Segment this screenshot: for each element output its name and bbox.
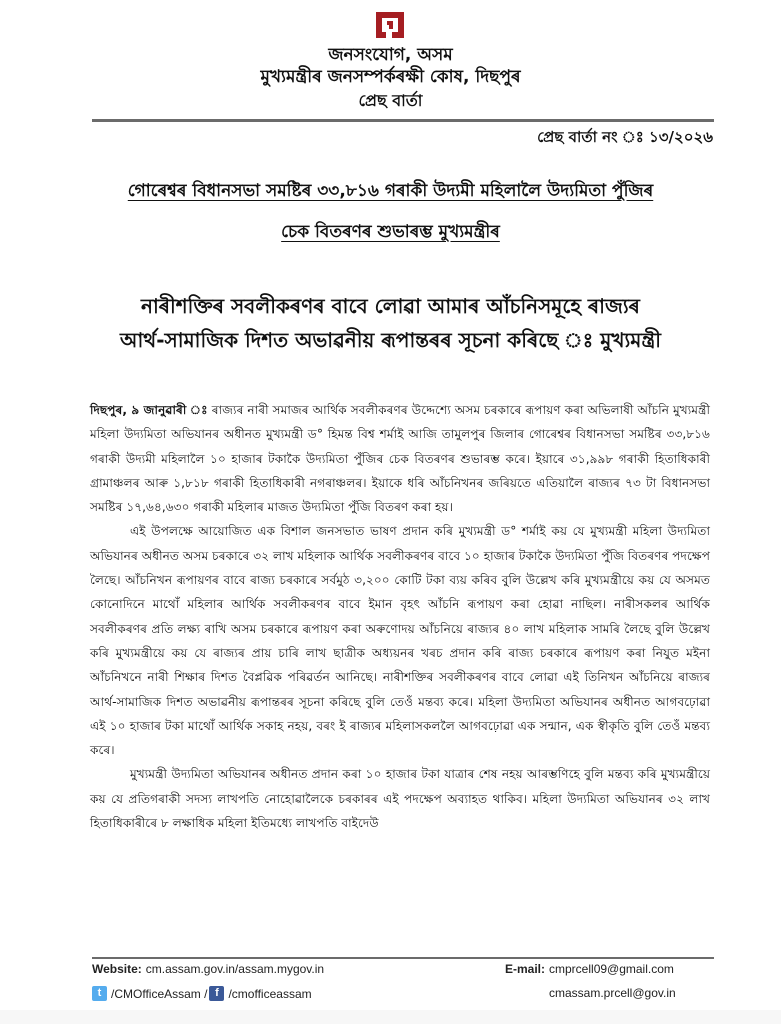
release-number: প্ৰেছ বাৰ্তা নং ঃ ১৩/২০২৬ [537, 128, 713, 146]
assam-govt-emblem-icon [374, 10, 406, 40]
paragraph-1-text: ৰাজ্যৰ নাৰী সমাজৰ আৰ্থিক সবলীকৰণৰ উদ্দেশ্যে অসম চৰকাৰে ৰূপায়ণ কৰা অভিলাষী আঁচনি মুখ্যমন্ত্ৰী মহিলা উদ্যমিতা অভিযানৰ অধীনত মুখ্যমন্ত্ৰী ড° হিমন্ত বিশ্ব শৰ্মাই আজি তামুলপুৰ জিলাৰ গোৰেশ্বৰ বিধানসভা সমষ্টিৰ ৩৩,৮১৬ গৰাকী উদ্যমী মহিলালৈ ১০ হাজাৰ টকাকৈ উদ্যমিতা পুঁজিৰ চেক বিতৰণৰ শুভাৰম্ভ কৰে। ইয়াৰে ৩১,৯৯৮ গৰাকী হিতাধিকাৰী গ্ৰামাঞ্চলৰ আৰু ১,৮১৮ গৰাকী হিতাধিকাৰী নগৰাঞ্চলৰ। ইয়াকে ধৰি আঁচনিখনৰ জৰিয়তে এতিয়ালৈ ৰাজ্যৰ ৭৩ টা বিধানসভা সমষ্টিৰ ১৭,৬৪,৬৩০ গৰাকী মহিলাৰ মাজত উদ্যমিতা পুঁজি বিতৰণ কৰা হয়। [90, 403, 711, 515]
body-paragraph: এই উপলক্ষে আয়োজিত এক বিশাল জনসভাত ভাষণ প্ৰদান কৰি মুখ্যমন্ত্ৰী ড° শৰ্মাই কয় যে মুখ্যমন্ত্ৰী মহিলা উদ্যমিতা অভিযানৰ অধীনত অসম চৰকাৰে ৩২ লাখ মহিলাক আৰ্থিক সবলীকৰণৰ বাবে ১০ হাজাৰ টকাকৈ উদ্যমিতা পুঁজি বিতৰণৰ পদক্ষেপ লৈছে। আঁচনিখন ৰূপায়ণৰ বাবে ৰাজ্য চৰকাৰে সৰ্বমুঠ ৩,২০০ কোটি টকা ব্যয় কৰিব বুলি উল্লেখ কৰি মুখ্যমন্ত্ৰীয়ে কয় যে অসমত কোনোদিনে মাথোঁ মহিলাৰ আৰ্থিক সবলীকৰণৰ বাবে ইমান বৃহৎ আঁচনি ৰূপায়ণ কৰা হোৱা নাছিল। নাৰীসকলৰ আৰ্থিক সবলীকৰণৰ প্ৰতি লক্ষ্য ৰাখি অসম চৰকাৰে ৰূপায়ণ কৰা অৰুণোদয় আঁচনিয়ে ৰাজ্যৰ ৪০ লাখ মহিলাক সামৰি লৈছে বুলি উল্লেখ কৰি মুখ্যমন্ত্ৰীয়ে কয় যে ৰাজ্যৰ প্ৰায় চাৰি লাখ ছাত্ৰীক অধ্যয়নৰ খৰচ প্ৰদান কৰি ৰাজ্য চৰকাৰে ৰূপায়ণ কৰা নিযুত মইনা আঁচনিখনে নাৰী শিক্ষাৰ দিশত বৈপ্লৱিক পৰিৱৰ্তন আনিছে। নাৰীশক্তিৰ সবলীকৰণৰ বাবে লোৱা এই তিনিখন আঁচনিয়ে ৰাজ্যৰ আৰ্থ-সামাজিক দিশত অভাৱনীয় ৰূপান্তৰৰ সূচনা কৰিছে বুলি তেওঁ মন্তব্য কৰে। মহিলা উদ্যমিতা অভিযানৰ অধীনত আগবঢ়োৱা এই ১০ হাজাৰ টকা মাথোঁ আৰ্থিক সকাহ নহয়, বৰং ই ৰাজ্যৰ মহিলাসকললৈ আগবঢ়োৱা এক সন্মান, এক স্বীকৃতি বুলি তেওঁ মন্তব্য কৰে। [90, 524, 710, 758]
twitter-handle[interactable]: /CMOfficeAssam / [111, 986, 208, 1001]
footer-website [92, 962, 324, 976]
email-label: E-mail: [505, 962, 546, 976]
page-bottom-edge [0, 1010, 781, 1024]
website-label: Website: [92, 962, 142, 976]
body-paragraph [90, 398, 710, 519]
cell-name: মুখ্যমন্ত্ৰীৰ জনসম্পৰ্কৰক্ষী কোষ, দিছপুৰ [260, 67, 521, 87]
headline-line-1: গোৰেশ্বৰ বিধানসভা সমষ্টিৰ ৩৩,৮১৬ গৰাকী উদ্যমী মহিলালৈ উদ্যমিতা পুঁজিৰ [127, 181, 654, 201]
subheadline-line-1: নাৰীশক্তিৰ সবলীকৰণৰ বাবে লোৱা আমাৰ আঁচনিসমূহে ৰাজ্যৰ [141, 294, 640, 318]
website-link[interactable]: cm.assam.gov.in/assam.mygov.in [145, 962, 325, 976]
email-link-secondary[interactable]: cmassam.prcell@gov.in [549, 986, 676, 1000]
footer-divider [92, 957, 714, 959]
facebook-icon: f [209, 986, 224, 1001]
subheadline-line-2: আৰ্থ-সামাজিক দিশত অভাৱনীয় ৰূপান্তৰৰ সূচনা কৰিছে ঃ মুখ্যমন্ত্ৰী [119, 328, 662, 352]
department-name: জনসংযোগ, অসম [328, 45, 453, 65]
press-release-body [90, 398, 710, 835]
email-link-primary[interactable]: cmprcell09@gmail.com [549, 962, 674, 976]
facebook-handle[interactable]: /cmofficeassam [228, 986, 312, 1001]
document-type: প্ৰেছ বাৰ্তা [358, 91, 423, 110]
twitter-icon: t [92, 986, 107, 1001]
dateline: দিছপুৰ, ৯ জানুৱাৰী ঃ [90, 403, 208, 417]
headline-line-2: চেক বিতৰণৰ শুভাৰম্ভ মুখ্যমন্ত্ৰীৰ [281, 222, 500, 242]
body-paragraph: মুখ্যমন্ত্ৰী উদ্যমিতা অভিযানৰ অধীনত প্ৰদান কৰা ১০ হাজাৰ টকা যাত্ৰাৰ শেষ নহয় আৰম্ভণিহে বুলি মন্তব্য কৰি মুখ্যমন্ত্ৰীয়ে কয় যে প্ৰতিগৰাকী সদস্য লাখপতি নোহোৱালৈকে চৰকাৰৰ এই পদক্ষেপ অব্যাহত থাকিব। মহিলা উদ্যমিতা অভিযানৰ ৩২ লাখ হিতাধিকাৰীৰে ৮ লক্ষাধিক মহিলা ইতিমধ্যে লাখপতি বাইদেউ [90, 767, 710, 831]
footer-email [505, 962, 674, 976]
footer-email-secondary [549, 986, 676, 1000]
footer-social [92, 986, 312, 1001]
header-divider [92, 119, 714, 122]
